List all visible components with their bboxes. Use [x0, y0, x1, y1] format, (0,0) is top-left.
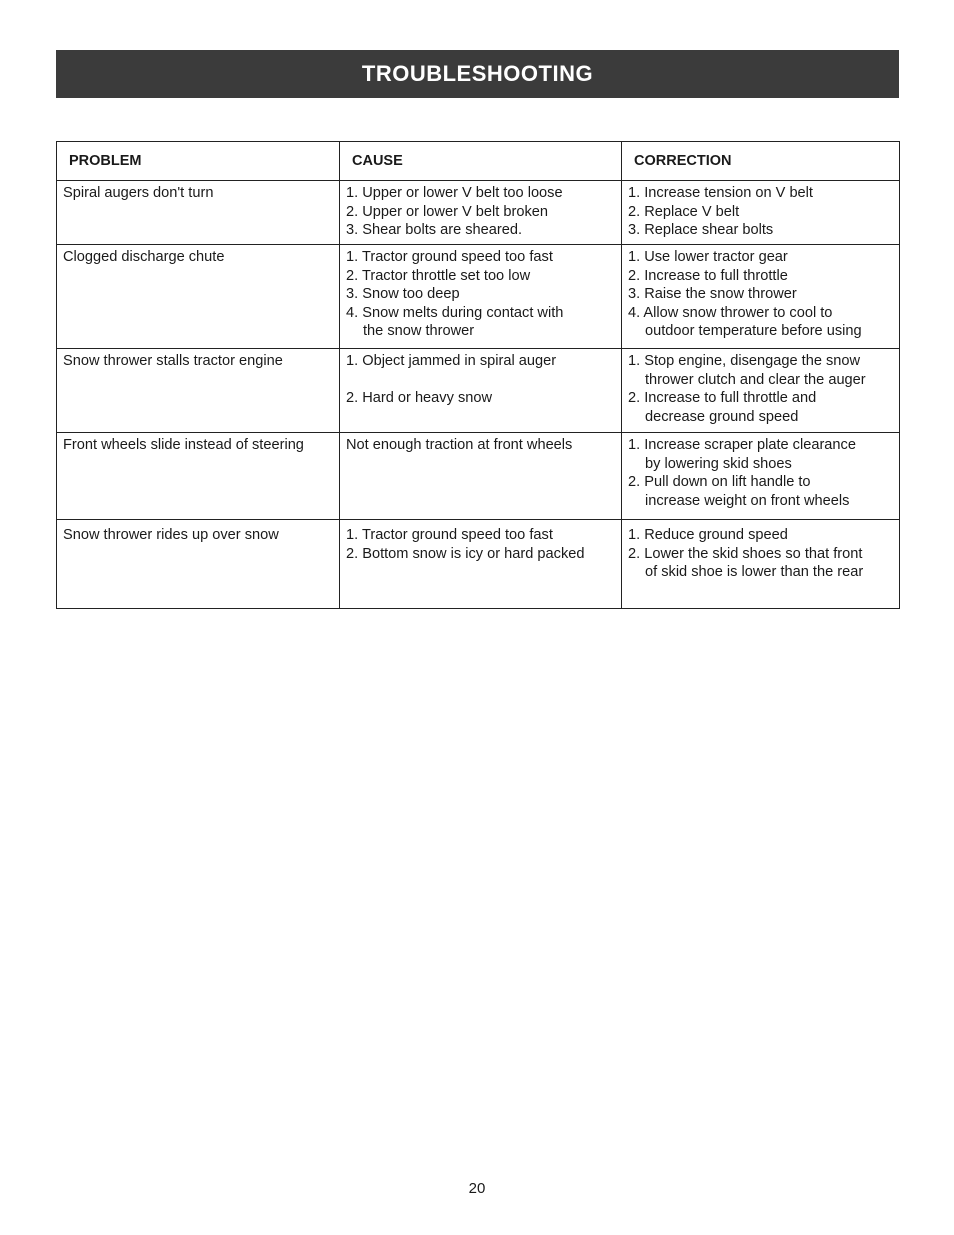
table-row — [57, 245, 900, 349]
problem-text: Clogged discharge chute — [63, 249, 225, 265]
table-row — [57, 349, 900, 433]
cause-line-spacer — [346, 371, 615, 390]
problem-cell — [57, 181, 340, 245]
cause-cell — [340, 349, 622, 433]
problem-text: Spiral augers don't turn — [63, 185, 214, 201]
column-header-cause: CAUSE — [340, 142, 622, 181]
page-title: TROUBLESHOOTING — [361, 61, 594, 86]
cause-line: 3. Snow too deep — [346, 286, 460, 303]
correction-line: 1. Stop engine, disengage the snow — [628, 353, 861, 369]
correction-line: 1. Increase tension on V belt — [628, 185, 813, 201]
correction-line: 1. Use lower tractor gear — [628, 249, 788, 265]
correction-cell — [622, 433, 900, 520]
correction-line: 3. Replace shear bolts — [628, 222, 774, 239]
problem-cell — [57, 349, 340, 433]
correction-line: 4. Allow snow thrower to cool to — [628, 304, 833, 321]
correction-cell — [622, 245, 900, 349]
column-header-problem: PROBLEM — [57, 142, 340, 181]
problem-cell — [57, 520, 340, 609]
correction-line: decrease ground speed — [645, 408, 799, 425]
cause-cell — [340, 245, 622, 349]
cause-line: 2. Bottom snow is icy or hard packed — [346, 545, 585, 562]
table-row — [57, 520, 900, 609]
cause-cell — [340, 520, 622, 609]
problem-text: Snow thrower rides up over snow — [63, 527, 279, 543]
cause-line: 4. Snow melts during contact with — [346, 304, 564, 321]
correction-line: increase weight on front wheels — [645, 492, 850, 509]
cause-line: 1. Upper or lower V belt too loose — [346, 185, 563, 201]
correction-line: 2. Increase to full throttle — [628, 267, 788, 284]
troubleshooting-banner — [56, 50, 899, 98]
cause-line: 1. Tractor ground speed too fast — [346, 249, 553, 265]
correction-line: thrower clutch and clear the auger — [645, 371, 866, 388]
correction-line: of skid shoe is lower than the rear — [645, 564, 864, 581]
cause-line: 2. Upper or lower V belt broken — [346, 203, 548, 220]
table-row — [57, 433, 900, 520]
cause-line: Not enough traction at front wheels — [346, 437, 573, 453]
cause-line: 1. Object jammed in spiral auger — [346, 353, 557, 369]
table-header-row — [57, 142, 900, 181]
cause-cell — [340, 181, 622, 245]
cause-line: 3. Shear bolts are sheared. — [346, 222, 523, 239]
correction-line: 2. Pull down on lift handle to — [628, 474, 811, 491]
problem-cell — [57, 433, 340, 520]
correction-line: outdoor temperature before using — [645, 323, 862, 340]
correction-cell — [622, 181, 900, 245]
correction-line: 1. Reduce ground speed — [628, 527, 788, 543]
troubleshooting-table — [56, 141, 900, 609]
correction-line: 2. Replace V belt — [628, 203, 740, 220]
correction-cell — [622, 349, 900, 433]
correction-line: 2. Increase to full throttle and — [628, 390, 817, 407]
cause-line: 2. Tractor throttle set too low — [346, 267, 531, 284]
correction-line: by lowering skid shoes — [645, 455, 792, 472]
problem-text: Front wheels slide instead of steering — [63, 437, 304, 453]
column-header-correction: CORRECTION — [622, 142, 900, 181]
correction-cell — [622, 520, 900, 609]
cause-cell — [340, 433, 622, 520]
table-row — [57, 181, 900, 245]
correction-line: 1. Increase scraper plate clearance — [628, 437, 856, 453]
problem-cell — [57, 245, 340, 349]
cause-line: the snow thrower — [363, 323, 475, 340]
correction-line: 2. Lower the skid shoes so that front — [628, 545, 863, 562]
correction-line: 3. Raise the snow thrower — [628, 286, 797, 303]
problem-text: Snow thrower stalls tractor engine — [63, 353, 283, 369]
cause-line: 2. Hard or heavy snow — [346, 390, 493, 407]
cause-line: 1. Tractor ground speed too fast — [346, 527, 553, 543]
page-number: 20 — [468, 1180, 486, 1197]
